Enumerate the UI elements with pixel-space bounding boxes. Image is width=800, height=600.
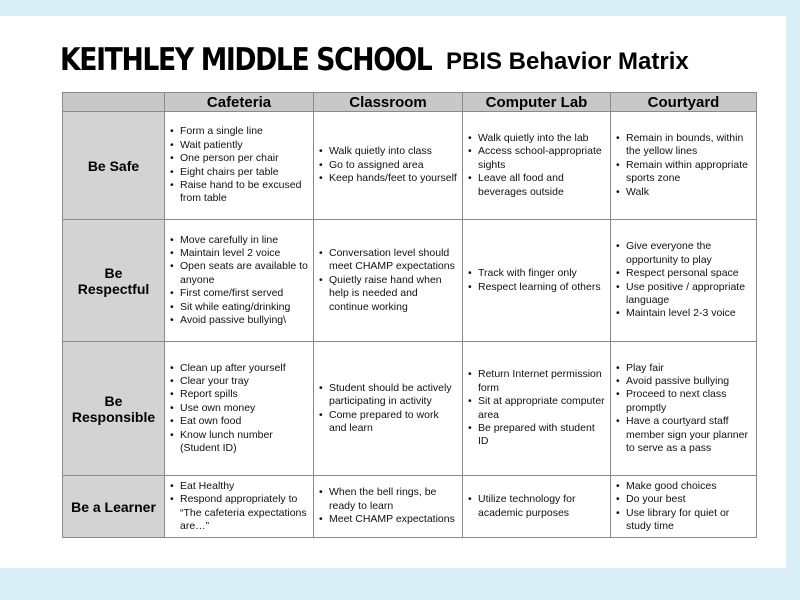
bullet-item: • Student should be actively participating in activity [329, 382, 459, 409]
bullet-item: • Avoid passive bullying [626, 375, 753, 388]
bullet-item: • Respect personal space [626, 267, 753, 280]
cell-responsible-computer-lab [463, 342, 611, 476]
title-row [60, 42, 760, 82]
cell-responsible-classroom [314, 342, 463, 476]
bullet-item: • Form a single line [180, 125, 310, 138]
cell-safe-courtyard [611, 112, 757, 220]
bullet-item: • Eat own food [180, 415, 310, 428]
bullet-item: • Maintain level 2-3 voice [626, 307, 753, 320]
bullet-item: • Clean up after yourself [180, 362, 310, 375]
bullet-item: • Access school-appropriate sights [478, 145, 607, 172]
header-row [63, 93, 757, 112]
bullet-item: • Walk quietly into class [329, 145, 459, 158]
bullet-item: • Keep hands/feet to yourself [329, 172, 459, 185]
bullet-item: • Clear your tray [180, 375, 310, 388]
bullet-item: • When the bell rings, be ready to learn [329, 486, 459, 513]
cell-responsible-courtyard [611, 342, 757, 476]
bullet-item: • Eight chairs per table [180, 166, 310, 179]
bullet-item: • Move carefully in line [180, 234, 310, 247]
row-be-safe [63, 112, 757, 220]
bullet-item: • Go to assigned area [329, 159, 459, 172]
bullet-item: • Know lunch number (Student ID) [180, 429, 310, 456]
bullet-item: • Remain in bounds, within the yellow lines [626, 132, 753, 159]
bullet-item: • Raise hand to be excused from table [180, 179, 310, 206]
bullet-item: • Walk [626, 186, 753, 199]
school-name: KEITHLEY MIDDLE SCHOOL [60, 42, 432, 78]
cell-learner-computer-lab [463, 476, 611, 538]
bullet-item: • Make good choices [626, 480, 753, 493]
bullet-item: • Conversation level should meet CHAMP expectations [329, 247, 459, 274]
bullet-item: • Respond appropriately to “The cafeteria expectations are…” [180, 493, 310, 533]
bullet-item: • First come/first served [180, 287, 310, 300]
matrix-title: PBIS Behavior Matrix [446, 48, 689, 75]
bullet-item: • Quietly raise hand when help is needed and continue working [329, 274, 459, 314]
bullet-item: • Have a courtyard staff member sign your planner to serve as a pass [626, 415, 753, 455]
bullet-item: • Leave all food and beverages outside [478, 172, 607, 199]
bullet-item: • Play fair [626, 362, 753, 375]
bullet-item: • Wait patiently [180, 139, 310, 152]
row-be-a-learner [63, 476, 757, 538]
cell-learner-cafeteria [165, 476, 314, 538]
bullet-item: • Sit at appropriate computer area [478, 395, 607, 422]
bullet-item: • Maintain level 2 voice [180, 247, 310, 260]
bullet-item: • Give everyone the opportunity to play [626, 240, 753, 267]
bullet-item: • Do your best [626, 493, 753, 506]
column-header-cafeteria: Cafeteria [165, 93, 314, 112]
cell-respectful-courtyard [611, 220, 757, 342]
bullet-item: • Use positive / appropriate language [626, 281, 753, 308]
column-header-classroom: Classroom [314, 93, 463, 112]
cell-respectful-computer-lab [463, 220, 611, 342]
bullet-item: • Report spills [180, 388, 310, 401]
row-be-responsible [63, 342, 757, 476]
bullet-item: • Use library for quiet or study time [626, 507, 753, 534]
column-header-courtyard: Courtyard [611, 93, 757, 112]
bullet-item: • Return Internet permission form [478, 368, 607, 395]
bullet-item: • Proceed to next class promptly [626, 388, 753, 415]
bullet-item: • Remain within appropriate sports zone [626, 159, 753, 186]
bullet-item: • Track with finger only [478, 267, 607, 280]
cell-respectful-cafeteria [165, 220, 314, 342]
cell-learner-classroom [314, 476, 463, 538]
corner-cell [63, 93, 165, 112]
cell-learner-courtyard [611, 476, 757, 538]
bullet-item: • Respect learning of others [478, 281, 607, 294]
bullet-item: • Sit while eating/drinking [180, 301, 310, 314]
bullet-item: • Be prepared with student ID [478, 422, 607, 449]
slide [0, 16, 786, 568]
bullet-item: • Open seats are available to anyone [180, 260, 310, 287]
bullet-item: • Eat Healthy [180, 480, 310, 493]
row-label-be-respectful: Be Respectful [63, 220, 165, 342]
bullet-item: • Use own money [180, 402, 310, 415]
bullet-item: • Come prepared to work and learn [329, 409, 459, 436]
cell-safe-computer-lab [463, 112, 611, 220]
cell-safe-cafeteria [165, 112, 314, 220]
bullet-item: • One person per chair [180, 152, 310, 165]
bullet-item: • Walk quietly into the lab [478, 132, 607, 145]
row-label-be-safe: Be Safe [63, 112, 165, 220]
bullet-item: • Avoid passive bullying\ [180, 314, 310, 327]
bullet-item: • Meet CHAMP expectations [329, 513, 459, 526]
row-label-be-responsible: Be Responsible [63, 342, 165, 476]
row-label-be-a-learner: Be a Learner [63, 476, 165, 538]
cell-responsible-cafeteria [165, 342, 314, 476]
bullet-item: • Utilize technology for academic purposes [478, 493, 607, 520]
cell-respectful-classroom [314, 220, 463, 342]
column-header-computer-lab: Computer Lab [463, 93, 611, 112]
cell-safe-classroom [314, 112, 463, 220]
row-be-respectful [63, 220, 757, 342]
behavior-matrix-table [62, 92, 757, 538]
